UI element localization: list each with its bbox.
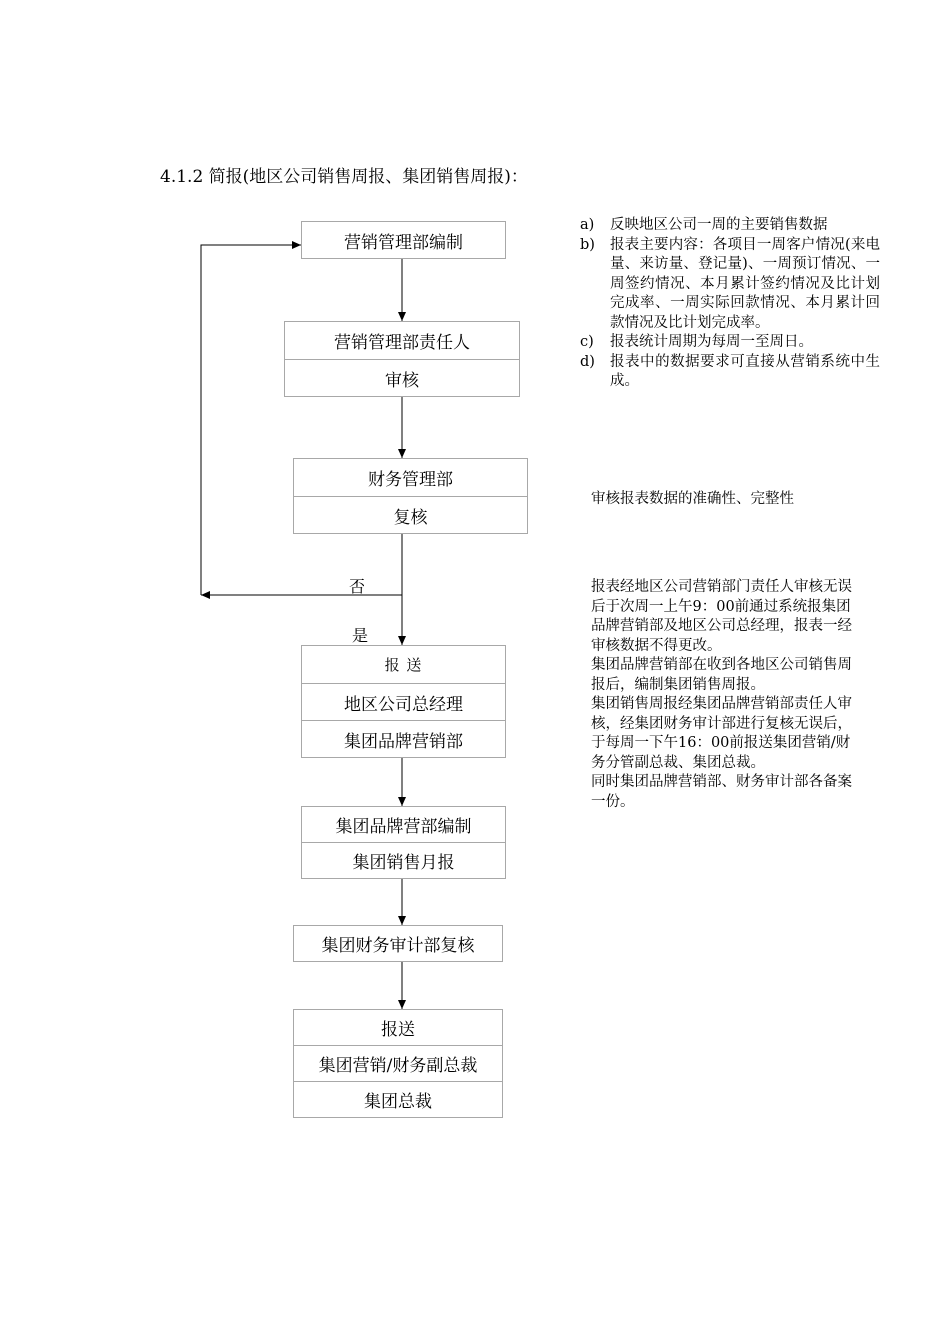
step-audit-label: 集团财务审计部复核	[321, 936, 475, 956]
decision-yes-label: 是	[352, 626, 369, 645]
process-note-paragraph: 报表经地区公司营销部门责任人审核无误后于次周一上午9：00前通过系统报集团品牌营销部及地区公司总经理，报表一经审核数据不得更改。	[591, 579, 852, 654]
list-item	[580, 353, 880, 392]
step-compile-label: 营销管理部编制	[344, 232, 463, 253]
step-final-box	[293, 1009, 503, 1118]
step-group-compile-line2: 集团销售月报	[302, 842, 505, 878]
decision-no-label: 否	[349, 577, 366, 596]
list-marker: c)	[580, 334, 594, 350]
section-title: 4.1.2 简报(地区公司销售周报、集团销售周报)：	[160, 167, 528, 187]
step-review-line1: 营销管理部责任人	[334, 333, 470, 353]
step-final-line2: 集团营销/财务副总裁	[294, 1045, 502, 1081]
step-final-line3: 集团总裁	[294, 1081, 502, 1117]
list-marker: b)	[580, 236, 595, 253]
step-submit-line3: 集团品牌营销部	[302, 720, 505, 757]
step-compile-box	[301, 221, 506, 259]
step-group-compile-line1: 集团品牌营部编制	[335, 817, 472, 837]
step-final-line1: 报送	[381, 1020, 415, 1040]
list-text: 反映地区公司一周的主要销售数据	[610, 217, 828, 233]
list-marker: a)	[580, 217, 595, 233]
list-item	[580, 216, 880, 236]
step-submit-line1: 报 送	[384, 656, 423, 674]
list-item	[580, 236, 880, 334]
list-text: 报表统计周期为每周一至周日。	[610, 334, 813, 350]
process-notes	[591, 578, 863, 812]
process-note-paragraph: 集团销售周报经集团品牌营销部责任人审核，经集团财务审计部进行复核无误后，于每周一下午16：00前报送集团营销/财务分管副总裁、集团总裁。	[591, 696, 852, 771]
process-note-paragraph: 同时集团品牌营销部、财务审计部各备案一份。	[591, 774, 852, 810]
step-submit-line2: 地区公司总经理	[302, 683, 505, 720]
list-marker: d)	[580, 353, 595, 370]
list-item	[580, 333, 880, 353]
list-text: 报表主要内容：各项目一周客户情况(来电量、来访量、登记量)、一周预订情况、一周签约情况、本月累计签约情况及比计划完成率、一周实际回款情况、本月累计回款情况及比计划完成率。	[610, 236, 880, 331]
process-note-paragraph: 集团品牌营销部在收到各地区公司销售周报后，编制集团销售周报。	[591, 657, 852, 693]
step-review-line2: 审核	[285, 359, 519, 396]
report-requirements-list	[580, 216, 880, 392]
step-group-compile-box	[301, 806, 506, 879]
step-finance-line2: 复核	[294, 496, 527, 533]
loop-back-line	[201, 245, 301, 595]
list-text: 报表中的数据要求可直接从营销系统中生成。	[610, 353, 880, 389]
step-audit-box	[293, 925, 503, 962]
step-review-box	[284, 321, 520, 397]
review-note: 审核报表数据的准确性、完整性	[591, 491, 794, 507]
step-submit-box	[301, 645, 506, 758]
step-finance-box	[293, 458, 528, 534]
step-finance-line1: 财务管理部	[368, 470, 453, 490]
